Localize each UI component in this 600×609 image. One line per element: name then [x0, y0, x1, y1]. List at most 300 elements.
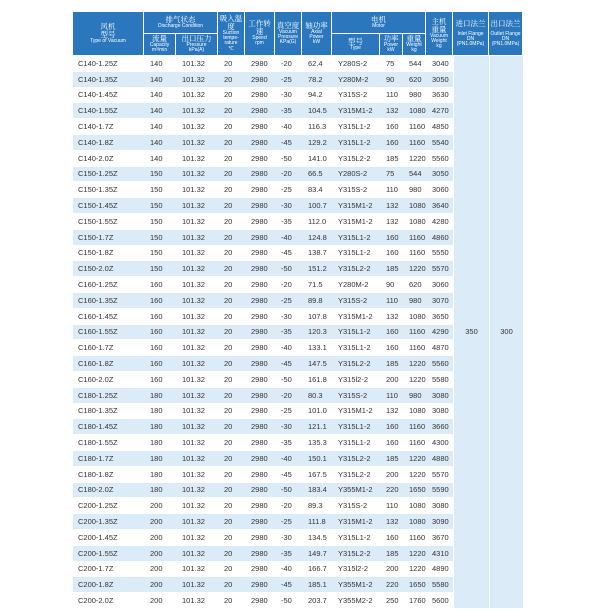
cell-pressure: 101.32	[176, 577, 218, 593]
header-host-weight: 主机 重量 Vacuum Weight kg	[426, 12, 453, 56]
cell-model: C180-1.45Z	[73, 419, 144, 435]
outlet-flange-value: 300	[489, 56, 523, 609]
cell-speed: 2980	[245, 167, 275, 183]
cell-speed: 2980	[245, 293, 275, 309]
cell-speed: 2980	[245, 483, 275, 499]
cell-model: C140-1.8Z	[73, 135, 144, 151]
cell-motor-weight: 1080	[403, 214, 426, 230]
cell-motor-weight: 980	[403, 293, 426, 309]
cell-vacuum: -25	[275, 72, 302, 88]
cell-pressure: 101.32	[176, 483, 218, 499]
cell-capacity: 140	[144, 151, 176, 167]
cell-vacuum: -40	[275, 451, 302, 467]
cell-axial-power: 112.0	[302, 214, 332, 230]
cell-capacity: 200	[144, 562, 176, 578]
cell-suction-temp: 20	[218, 119, 245, 135]
cell-suction-temp: 20	[218, 293, 245, 309]
cell-motor-weight: 1160	[403, 419, 426, 435]
cell-capacity: 160	[144, 356, 176, 372]
cell-axial-power: 116.3	[302, 119, 332, 135]
cell-pressure: 101.32	[176, 182, 218, 198]
cell-model: C140-1.35Z	[73, 72, 144, 88]
cell-motor-power: 110	[380, 293, 403, 309]
cell-motor-type: Y315M1-2	[332, 214, 380, 230]
cell-speed: 2980	[245, 135, 275, 151]
cell-axial-power: 107.8	[302, 309, 332, 325]
cell-suction-temp: 20	[218, 261, 245, 277]
cell-model: C160-1.7Z	[73, 340, 144, 356]
table-row	[73, 56, 523, 72]
cell-axial-power: 203.7	[302, 593, 332, 609]
cell-speed: 2980	[245, 593, 275, 609]
cell-suction-temp: 20	[218, 451, 245, 467]
cell-motor-type: Y315S-2	[332, 293, 380, 309]
cell-vacuum: -35	[275, 214, 302, 230]
cell-motor-weight: 1080	[403, 103, 426, 119]
cell-host-weight: 4310	[426, 546, 453, 562]
cell-vacuum: -30	[275, 309, 302, 325]
cell-host-weight: 5600	[426, 593, 453, 609]
cell-speed: 2980	[245, 88, 275, 104]
cell-motor-type: Y280S-2	[332, 167, 380, 183]
cell-host-weight: 5580	[426, 577, 453, 593]
cell-motor-weight: 1220	[403, 372, 426, 388]
cell-pressure: 101.32	[176, 230, 218, 246]
cell-host-weight: 4860	[426, 230, 453, 246]
cell-motor-power: 160	[380, 246, 403, 262]
cell-motor-power: 132	[380, 198, 403, 214]
header-axial-power: 轴功率 Axial Power kW	[302, 12, 332, 56]
cell-vacuum: -35	[275, 546, 302, 562]
cell-model: C150-1.7Z	[73, 230, 144, 246]
cell-axial-power: 141.0	[302, 151, 332, 167]
cell-capacity: 200	[144, 514, 176, 530]
cell-speed: 2980	[245, 340, 275, 356]
cell-capacity: 200	[144, 530, 176, 546]
cell-host-weight: 3050	[426, 167, 453, 183]
cell-suction-temp: 20	[218, 214, 245, 230]
cell-host-weight: 4890	[426, 562, 453, 578]
cell-host-weight: 3650	[426, 309, 453, 325]
cell-motor-power: 160	[380, 435, 403, 451]
cell-pressure: 101.32	[176, 546, 218, 562]
cell-motor-type: Y315M1-2	[332, 404, 380, 420]
cell-pressure: 101.32	[176, 562, 218, 578]
cell-motor-weight: 1160	[403, 119, 426, 135]
cell-suction-temp: 20	[218, 182, 245, 198]
cell-motor-type: Y280S-2	[332, 56, 380, 72]
cell-capacity: 140	[144, 135, 176, 151]
header-vacuum: 真空度 Vacuum Pressure KPa(G)	[275, 12, 302, 56]
cell-model: C150-1.45Z	[73, 198, 144, 214]
cell-pressure: 101.32	[176, 246, 218, 262]
cell-suction-temp: 20	[218, 103, 245, 119]
cell-vacuum: -50	[275, 261, 302, 277]
cell-pressure: 101.32	[176, 514, 218, 530]
cell-vacuum: -20	[275, 56, 302, 72]
cell-capacity: 150	[144, 261, 176, 277]
cell-pressure: 101.32	[176, 451, 218, 467]
cell-speed: 2980	[245, 577, 275, 593]
cell-capacity: 160	[144, 277, 176, 293]
cell-motor-power: 75	[380, 167, 403, 183]
cell-axial-power: 129.2	[302, 135, 332, 151]
cell-host-weight: 3070	[426, 293, 453, 309]
cell-axial-power: 66.5	[302, 167, 332, 183]
cell-host-weight: 3050	[426, 72, 453, 88]
cell-axial-power: 133.1	[302, 340, 332, 356]
inlet-flange-value: 350	[453, 56, 489, 609]
cell-vacuum: -45	[275, 356, 302, 372]
cell-host-weight: 5570	[426, 467, 453, 483]
cell-speed: 2980	[245, 246, 275, 262]
cell-motor-weight: 1080	[403, 198, 426, 214]
cell-motor-type: Y315S-2	[332, 182, 380, 198]
cell-vacuum: -40	[275, 230, 302, 246]
cell-vacuum: -20	[275, 498, 302, 514]
cell-model: C160-1.55Z	[73, 325, 144, 341]
cell-host-weight: 3080	[426, 404, 453, 420]
cell-motor-weight: 544	[403, 167, 426, 183]
cell-axial-power: 161.8	[302, 372, 332, 388]
cell-motor-weight: 544	[403, 56, 426, 72]
cell-model: C180-1.35Z	[73, 404, 144, 420]
cell-suction-temp: 20	[218, 419, 245, 435]
cell-motor-weight: 980	[403, 88, 426, 104]
cell-host-weight: 3040	[426, 56, 453, 72]
cell-suction-temp: 20	[218, 325, 245, 341]
cell-pressure: 101.32	[176, 356, 218, 372]
cell-capacity: 150	[144, 198, 176, 214]
cell-motor-type: Y315M1-2	[332, 198, 380, 214]
cell-pressure: 101.32	[176, 404, 218, 420]
cell-motor-type: Y315L2-2	[332, 467, 380, 483]
cell-motor-power: 90	[380, 72, 403, 88]
cell-axial-power: 134.5	[302, 530, 332, 546]
cell-suction-temp: 20	[218, 135, 245, 151]
cell-axial-power: 89.3	[302, 498, 332, 514]
cell-speed: 2980	[245, 56, 275, 72]
cell-vacuum: -30	[275, 419, 302, 435]
cell-model: C150-1.25Z	[73, 167, 144, 183]
cell-motor-power: 132	[380, 514, 403, 530]
cell-host-weight: 4300	[426, 435, 453, 451]
cell-speed: 2980	[245, 372, 275, 388]
cell-motor-power: 75	[380, 56, 403, 72]
cell-suction-temp: 20	[218, 277, 245, 293]
cell-host-weight: 5570	[426, 261, 453, 277]
cell-speed: 2980	[245, 151, 275, 167]
cell-model: C200-1.55Z	[73, 546, 144, 562]
cell-host-weight: 5590	[426, 483, 453, 499]
cell-model: C140-1.55Z	[73, 103, 144, 119]
cell-vacuum: -50	[275, 483, 302, 499]
cell-host-weight: 4870	[426, 340, 453, 356]
cell-vacuum: -25	[275, 404, 302, 420]
cell-axial-power: 78.2	[302, 72, 332, 88]
cell-vacuum: -25	[275, 293, 302, 309]
cell-pressure: 101.32	[176, 88, 218, 104]
cell-motor-weight: 1080	[403, 309, 426, 325]
cell-capacity: 200	[144, 593, 176, 609]
cell-motor-type: Y315L1-2	[332, 135, 380, 151]
cell-pressure: 101.32	[176, 198, 218, 214]
cell-vacuum: -35	[275, 325, 302, 341]
cell-motor-weight: 620	[403, 277, 426, 293]
cell-motor-type: Y315L1-2	[332, 246, 380, 262]
cell-motor-power: 90	[380, 277, 403, 293]
cell-motor-type: Y315L2-2	[332, 261, 380, 277]
cell-motor-weight: 1160	[403, 135, 426, 151]
cell-motor-power: 132	[380, 404, 403, 420]
cell-motor-power: 185	[380, 356, 403, 372]
cell-suction-temp: 20	[218, 56, 245, 72]
cell-motor-weight: 1220	[403, 467, 426, 483]
cell-motor-power: 110	[380, 182, 403, 198]
cell-vacuum: -35	[275, 103, 302, 119]
cell-motor-weight: 980	[403, 182, 426, 198]
cell-axial-power: 101.0	[302, 404, 332, 420]
header-motor-weight: 重量 Weight kg	[403, 34, 426, 56]
cell-suction-temp: 20	[218, 435, 245, 451]
cell-capacity: 140	[144, 103, 176, 119]
cell-pressure: 101.32	[176, 372, 218, 388]
cell-motor-power: 160	[380, 419, 403, 435]
cell-speed: 2980	[245, 435, 275, 451]
cell-pressure: 101.32	[176, 151, 218, 167]
cell-host-weight: 4850	[426, 119, 453, 135]
cell-pressure: 101.32	[176, 293, 218, 309]
cell-host-weight: 3080	[426, 388, 453, 404]
cell-motor-weight: 1080	[403, 498, 426, 514]
cell-model: C150-1.35Z	[73, 182, 144, 198]
cell-pressure: 101.32	[176, 56, 218, 72]
cell-model: C200-1.7Z	[73, 562, 144, 578]
cell-vacuum: -45	[275, 577, 302, 593]
header-discharge-condition: 排气状态 Discharge Condition	[144, 12, 218, 34]
cell-suction-temp: 20	[218, 198, 245, 214]
cell-motor-type: Y315S-2	[332, 88, 380, 104]
cell-model: C150-1.8Z	[73, 246, 144, 262]
cell-motor-type: Y315M1-2	[332, 514, 380, 530]
cell-vacuum: -25	[275, 182, 302, 198]
cell-motor-power: 160	[380, 530, 403, 546]
cell-speed: 2980	[245, 277, 275, 293]
cell-speed: 2980	[245, 562, 275, 578]
cell-vacuum: -50	[275, 372, 302, 388]
cell-speed: 2980	[245, 514, 275, 530]
cell-vacuum: -40	[275, 119, 302, 135]
cell-host-weight: 3660	[426, 419, 453, 435]
cell-host-weight: 4880	[426, 451, 453, 467]
cell-model: C140-1.25Z	[73, 56, 144, 72]
cell-motor-weight: 1760	[403, 593, 426, 609]
cell-capacity: 160	[144, 309, 176, 325]
cell-model: C150-1.55Z	[73, 214, 144, 230]
cell-host-weight: 5540	[426, 135, 453, 151]
cell-axial-power: 120.3	[302, 325, 332, 341]
cell-capacity: 150	[144, 167, 176, 183]
cell-speed: 2980	[245, 72, 275, 88]
cell-suction-temp: 20	[218, 514, 245, 530]
cell-model: C180-1.55Z	[73, 435, 144, 451]
cell-suction-temp: 20	[218, 498, 245, 514]
header-inlet-flange: 进口法兰 Inlet Flange DN (PN1.0MPa)	[453, 12, 489, 56]
cell-host-weight: 5580	[426, 372, 453, 388]
cell-motor-power: 160	[380, 230, 403, 246]
cell-motor-type: Y355M2-2	[332, 593, 380, 609]
cell-motor-weight: 1220	[403, 261, 426, 277]
cell-suction-temp: 20	[218, 562, 245, 578]
cell-host-weight: 3630	[426, 88, 453, 104]
header-fan-type: 风机 型号 Type of Vacuum	[73, 12, 144, 56]
cell-motor-weight: 1080	[403, 514, 426, 530]
cell-pressure: 101.32	[176, 530, 218, 546]
cell-host-weight: 5560	[426, 151, 453, 167]
cell-axial-power: 83.4	[302, 182, 332, 198]
cell-pressure: 101.32	[176, 103, 218, 119]
cell-motor-weight: 1220	[403, 356, 426, 372]
cell-capacity: 180	[144, 467, 176, 483]
cell-capacity: 140	[144, 119, 176, 135]
cell-pressure: 101.32	[176, 340, 218, 356]
cell-motor-power: 185	[380, 151, 403, 167]
cell-suction-temp: 20	[218, 246, 245, 262]
cell-model: C180-2.0Z	[73, 483, 144, 499]
cell-axial-power: 135.3	[302, 435, 332, 451]
cell-axial-power: 124.8	[302, 230, 332, 246]
cell-model: C180-1.7Z	[73, 451, 144, 467]
cell-pressure: 101.32	[176, 498, 218, 514]
header-motor: 电机 Motor	[332, 12, 426, 34]
cell-motor-weight: 1650	[403, 577, 426, 593]
cell-suction-temp: 20	[218, 404, 245, 420]
cell-axial-power: 150.1	[302, 451, 332, 467]
cell-model: C180-1.25Z	[73, 388, 144, 404]
cell-vacuum: -50	[275, 593, 302, 609]
cell-vacuum: -45	[275, 135, 302, 151]
cell-speed: 2980	[245, 404, 275, 420]
cell-suction-temp: 20	[218, 230, 245, 246]
cell-motor-type: Y315S-2	[332, 388, 380, 404]
cell-model: C160-1.25Z	[73, 277, 144, 293]
spec-table-container	[73, 12, 523, 609]
cell-motor-power: 185	[380, 261, 403, 277]
cell-capacity: 180	[144, 451, 176, 467]
cell-capacity: 150	[144, 214, 176, 230]
cell-motor-type: Y315S-2	[332, 498, 380, 514]
cell-host-weight: 3670	[426, 530, 453, 546]
cell-motor-type: Y280M-2	[332, 72, 380, 88]
cell-model: C200-2.0Z	[73, 593, 144, 609]
cell-host-weight: 3060	[426, 277, 453, 293]
cell-capacity: 180	[144, 404, 176, 420]
cell-speed: 2980	[245, 198, 275, 214]
cell-axial-power: 166.7	[302, 562, 332, 578]
cell-model: C140-2.0Z	[73, 151, 144, 167]
cell-capacity: 180	[144, 388, 176, 404]
cell-motor-weight: 1160	[403, 230, 426, 246]
cell-suction-temp: 20	[218, 88, 245, 104]
cell-suction-temp: 20	[218, 546, 245, 562]
cell-motor-weight: 1220	[403, 562, 426, 578]
cell-axial-power: 94.2	[302, 88, 332, 104]
cell-axial-power: 149.7	[302, 546, 332, 562]
cell-motor-type: Y280M-2	[332, 277, 380, 293]
cell-vacuum: -30	[275, 530, 302, 546]
cell-vacuum: -20	[275, 167, 302, 183]
cell-capacity: 180	[144, 483, 176, 499]
header-pressure: 出口压力 Pressure kPa(A)	[176, 34, 218, 56]
cell-motor-weight: 1160	[403, 530, 426, 546]
cell-motor-weight: 980	[403, 388, 426, 404]
header-motor-type: 型号 Type	[332, 34, 380, 56]
cell-capacity: 160	[144, 372, 176, 388]
cell-motor-power: 160	[380, 325, 403, 341]
cell-speed: 2980	[245, 230, 275, 246]
cell-model: C160-1.8Z	[73, 356, 144, 372]
cell-motor-type: Y315L2-2	[332, 356, 380, 372]
cell-speed: 2980	[245, 356, 275, 372]
cell-host-weight: 5550	[426, 246, 453, 262]
cell-capacity: 160	[144, 340, 176, 356]
cell-pressure: 101.32	[176, 325, 218, 341]
cell-suction-temp: 20	[218, 151, 245, 167]
cell-axial-power: 111.8	[302, 514, 332, 530]
cell-model: C180-1.8Z	[73, 467, 144, 483]
cell-suction-temp: 20	[218, 372, 245, 388]
cell-pressure: 101.32	[176, 167, 218, 183]
cell-axial-power: 121.1	[302, 419, 332, 435]
cell-motor-type: Y315l2-2	[332, 562, 380, 578]
cell-speed: 2980	[245, 388, 275, 404]
cell-motor-type: Y315M1-2	[332, 103, 380, 119]
cell-motor-type: Y315L2-2	[332, 151, 380, 167]
cell-motor-type: Y355M1-2	[332, 577, 380, 593]
cell-suction-temp: 20	[218, 483, 245, 499]
cell-model: C160-1.35Z	[73, 293, 144, 309]
cell-speed: 2980	[245, 546, 275, 562]
cell-motor-power: 160	[380, 135, 403, 151]
cell-host-weight: 4280	[426, 214, 453, 230]
cell-suction-temp: 20	[218, 356, 245, 372]
cell-motor-weight: 1160	[403, 325, 426, 341]
cell-axial-power: 138.7	[302, 246, 332, 262]
cell-speed: 2980	[245, 119, 275, 135]
cell-pressure: 101.32	[176, 277, 218, 293]
header-motor-power: 功率 Power kW	[380, 34, 403, 56]
header-suction-temp: 吸入温度 Suction tempe- rature ℃	[218, 12, 245, 56]
cell-axial-power: 151.2	[302, 261, 332, 277]
cell-motor-type: Y315L1-2	[332, 340, 380, 356]
cell-pressure: 101.32	[176, 72, 218, 88]
cell-speed: 2980	[245, 467, 275, 483]
cell-suction-temp: 20	[218, 593, 245, 609]
cell-speed: 2980	[245, 451, 275, 467]
cell-motor-type: Y355M1-2	[332, 483, 380, 499]
cell-pressure: 101.32	[176, 435, 218, 451]
cell-model: C200-1.35Z	[73, 514, 144, 530]
cell-vacuum: -30	[275, 88, 302, 104]
cell-motor-power: 110	[380, 498, 403, 514]
cell-suction-temp: 20	[218, 309, 245, 325]
cell-vacuum: -30	[275, 198, 302, 214]
cell-motor-weight: 1220	[403, 546, 426, 562]
cell-motor-power: 110	[380, 88, 403, 104]
cell-model: C160-1.45Z	[73, 309, 144, 325]
cell-motor-weight: 1650	[403, 483, 426, 499]
cell-motor-weight: 1080	[403, 404, 426, 420]
